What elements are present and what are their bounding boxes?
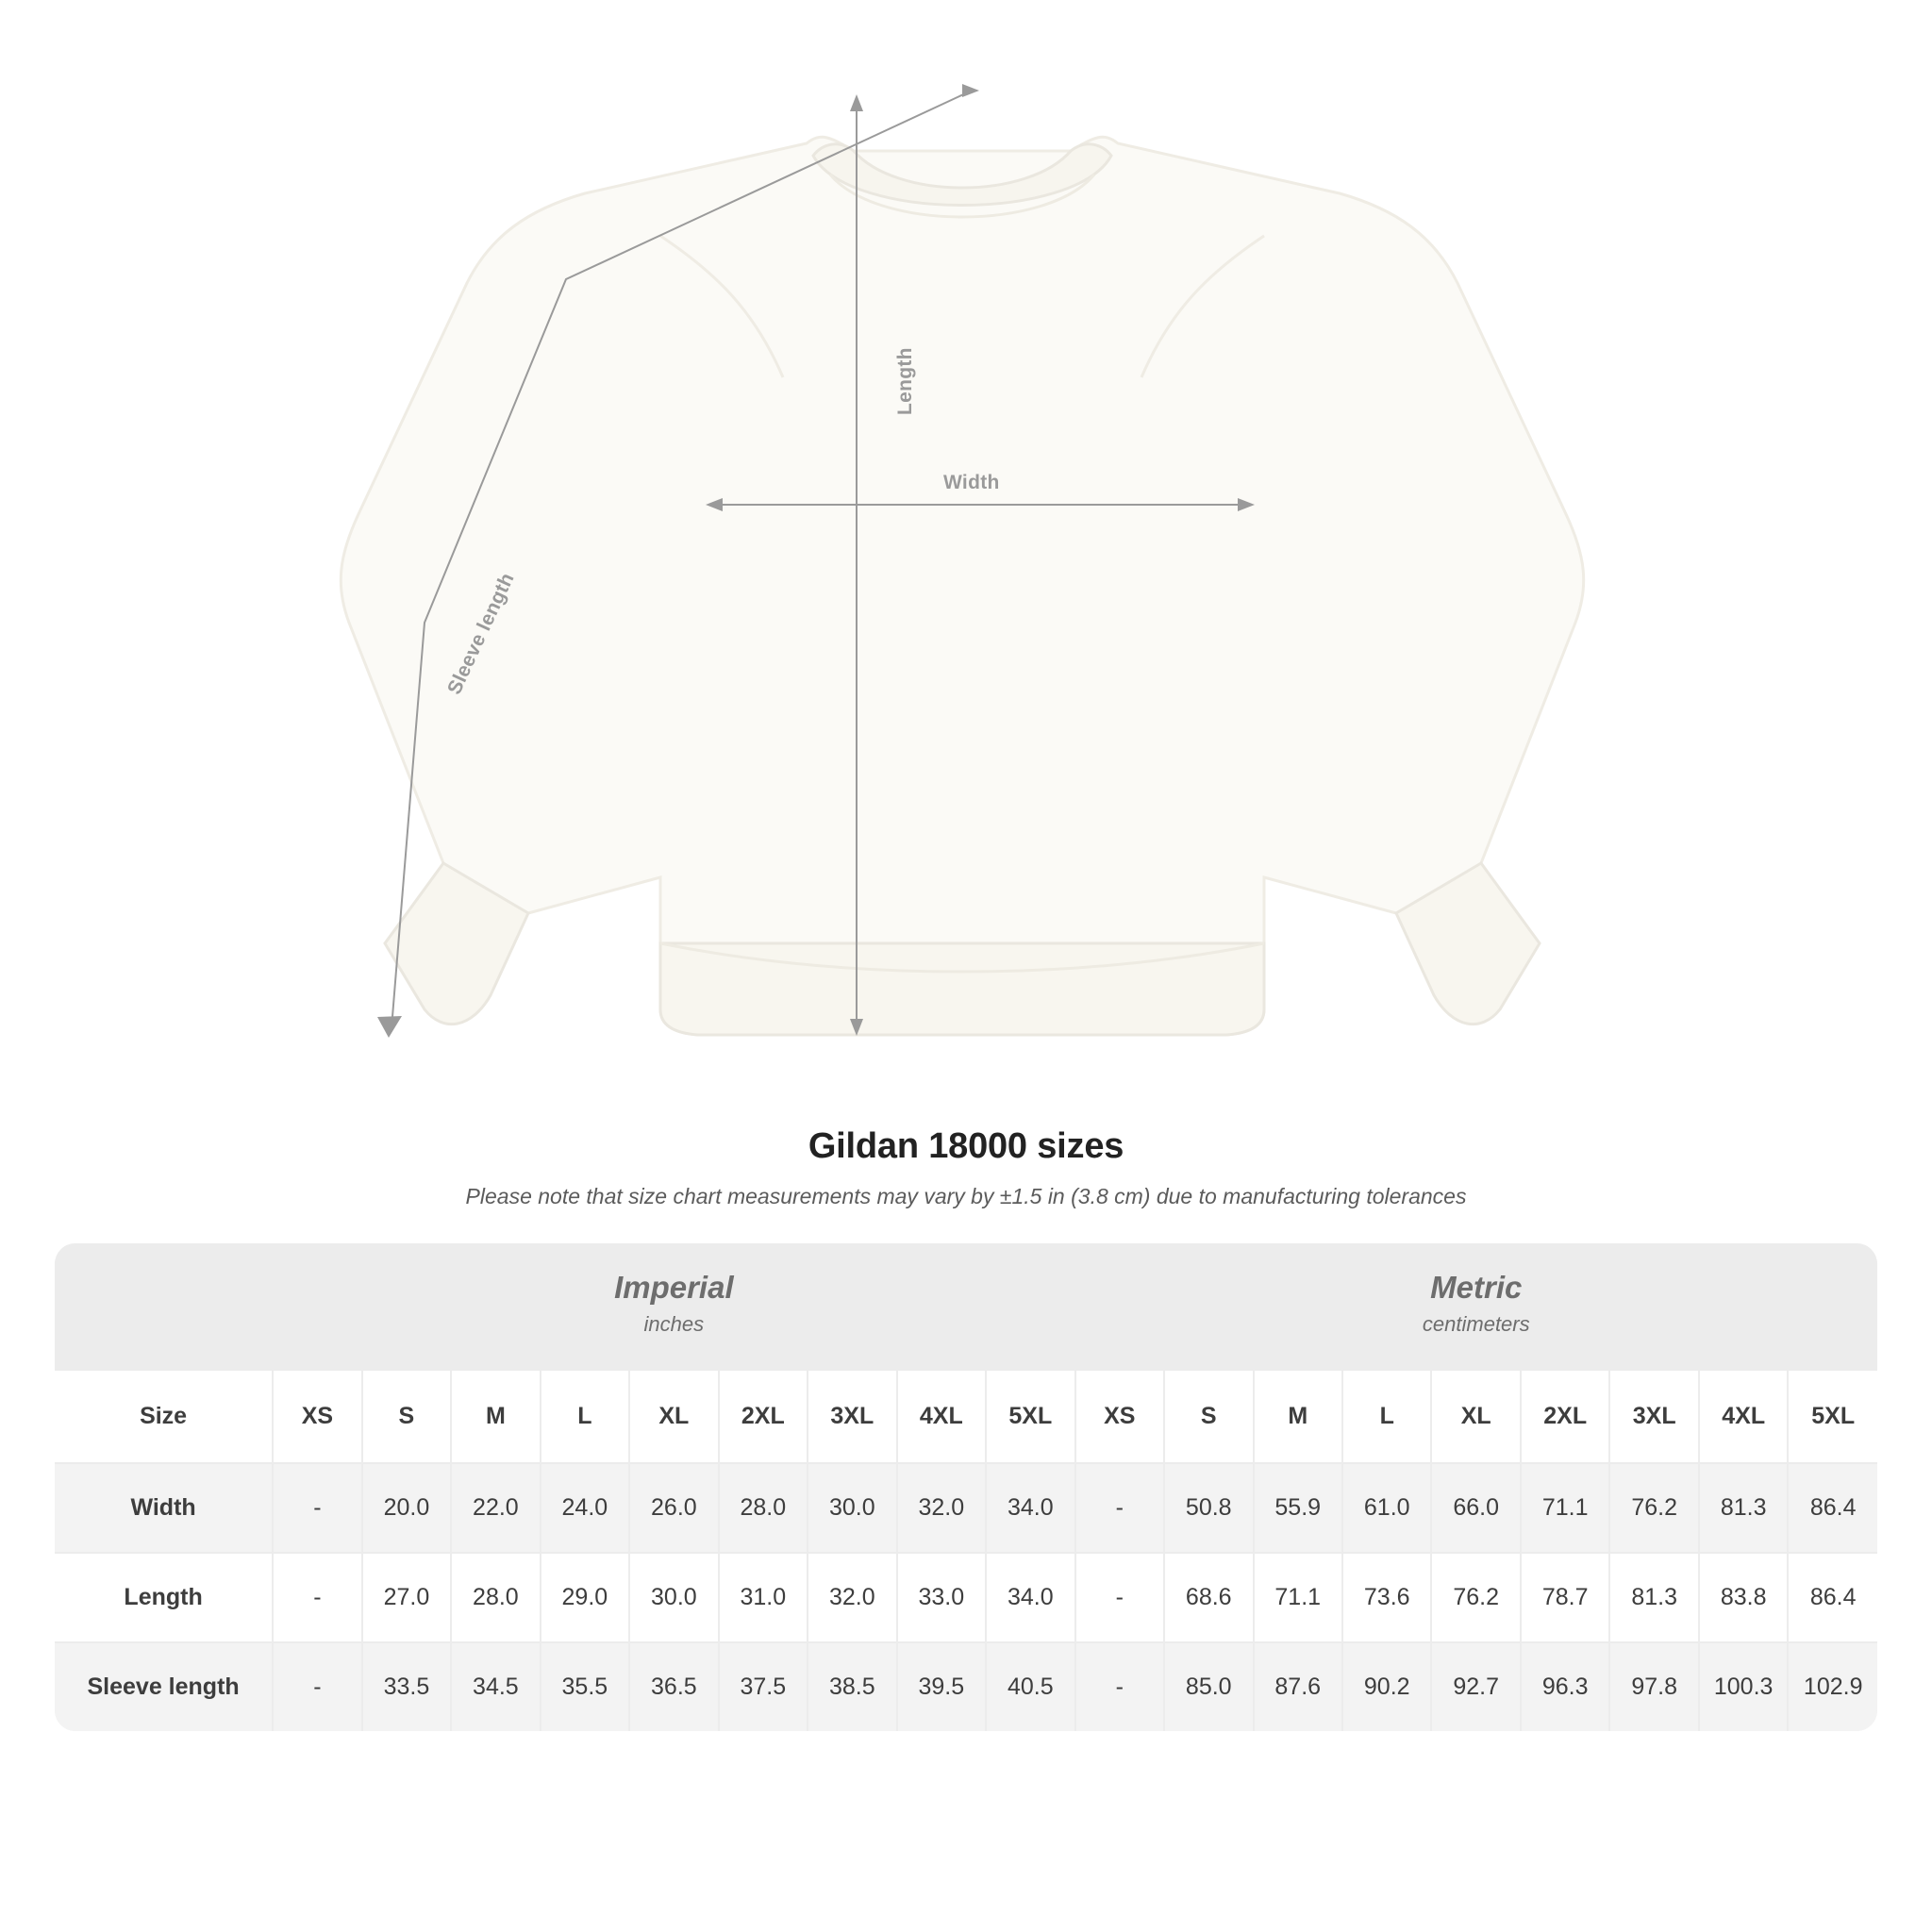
cell-sleeve-metric-3xl: 97.8 [1609,1642,1698,1731]
sweatshirt-shape [341,137,1583,1035]
cell-length-metric-xs: - [1075,1553,1164,1642]
size-col-imperial-l: L [541,1371,629,1463]
cell-length-metric-4xl: 83.8 [1699,1553,1788,1642]
size-col-metric-5xl: 5XL [1788,1371,1877,1463]
cell-width-imperial-xl: 26.0 [629,1463,718,1553]
size-col-metric-l: L [1342,1371,1431,1463]
size-col-imperial-xl: XL [629,1371,718,1463]
cell-sleeve-imperial-4xl: 39.5 [897,1642,986,1731]
cell-width-imperial-2xl: 28.0 [719,1463,808,1553]
cell-width-metric-2xl: 71.1 [1521,1463,1609,1553]
size-col-metric-xs: XS [1075,1371,1164,1463]
cell-length-imperial-3xl: 32.0 [808,1553,896,1642]
cell-length-metric-l: 73.6 [1342,1553,1431,1642]
heading-block [0,1126,1932,1209]
length-label: Length [894,347,916,415]
cell-width-metric-xl: 66.0 [1431,1463,1520,1553]
size-col-metric-m: M [1254,1371,1342,1463]
cell-length-imperial-l: 29.0 [541,1553,629,1642]
size-col-metric-3xl: 3XL [1609,1371,1698,1463]
cell-length-imperial-s: 27.0 [362,1553,451,1642]
row-label-length: Length [55,1553,273,1642]
cell-sleeve-metric-l: 90.2 [1342,1642,1431,1731]
unit-imperial-name: Imperial [614,1270,734,1305]
size-col-imperial-4xl: 4XL [897,1371,986,1463]
cell-length-metric-m: 71.1 [1254,1553,1342,1642]
cell-length-imperial-xl: 30.0 [629,1553,718,1642]
cell-sleeve-imperial-xs: - [273,1642,361,1731]
size-header-cell: Size [55,1371,273,1463]
unit-metric-name: Metric [1430,1270,1523,1305]
size-table-wrapper [55,1243,1877,1731]
cell-width-imperial-5xl: 34.0 [986,1463,1074,1553]
unit-metric-sub: centimeters [1422,1312,1530,1337]
unit-imperial-sub: inches [643,1312,705,1337]
unit-metric [1075,1243,1877,1371]
cell-sleeve-metric-xs: - [1075,1642,1164,1731]
unit-imperial [273,1243,1074,1371]
table-row [55,1463,1877,1553]
cell-width-imperial-4xl: 32.0 [897,1463,986,1553]
cell-sleeve-imperial-xl: 36.5 [629,1642,718,1731]
cell-sleeve-metric-s: 85.0 [1164,1642,1253,1731]
unit-header-row [55,1243,1877,1371]
table-row [55,1553,1877,1642]
cell-width-metric-l: 61.0 [1342,1463,1431,1553]
cell-width-metric-s: 50.8 [1164,1463,1253,1553]
cell-length-imperial-5xl: 34.0 [986,1553,1074,1642]
size-col-imperial-5xl: 5XL [986,1371,1074,1463]
cell-width-metric-m: 55.9 [1254,1463,1342,1553]
unit-header-spacer [55,1243,273,1371]
cell-width-metric-4xl: 81.3 [1699,1463,1788,1553]
cell-length-imperial-xs: - [273,1553,361,1642]
page-title: Gildan 18000 sizes [808,1126,1124,1166]
cell-length-metric-3xl: 81.3 [1609,1553,1698,1642]
cell-width-imperial-3xl: 30.0 [808,1463,896,1553]
size-col-metric-xl: XL [1431,1371,1520,1463]
sleeve-length-label: Sleeve length [443,569,519,698]
tolerance-note: Please note that size chart measurements may vary by ±1.5 in (3.8 cm) due to manufacturing tolerances [465,1184,1467,1208]
size-col-imperial-3xl: 3XL [808,1371,896,1463]
cell-sleeve-imperial-m: 34.5 [451,1642,540,1731]
cell-width-metric-xs: - [1075,1463,1164,1553]
size-header-row [55,1371,1877,1463]
size-col-metric-2xl: 2XL [1521,1371,1609,1463]
cell-sleeve-imperial-5xl: 40.5 [986,1642,1074,1731]
cell-sleeve-metric-5xl: 102.9 [1788,1642,1877,1731]
size-col-imperial-xs: XS [273,1371,361,1463]
cell-sleeve-imperial-2xl: 37.5 [719,1642,808,1731]
cell-length-metric-s: 68.6 [1164,1553,1253,1642]
cell-sleeve-imperial-3xl: 38.5 [808,1642,896,1731]
cell-width-metric-5xl: 86.4 [1788,1463,1877,1553]
table-row [55,1642,1877,1731]
cell-sleeve-metric-xl: 92.7 [1431,1642,1520,1731]
size-col-metric-4xl: 4XL [1699,1371,1788,1463]
size-col-imperial-2xl: 2XL [719,1371,808,1463]
cell-sleeve-imperial-s: 33.5 [362,1642,451,1731]
size-col-imperial-m: M [451,1371,540,1463]
cell-length-metric-xl: 76.2 [1431,1553,1520,1642]
cell-width-imperial-m: 22.0 [451,1463,540,1553]
size-table [55,1243,1877,1731]
cell-width-imperial-l: 24.0 [541,1463,629,1553]
cell-sleeve-metric-m: 87.6 [1254,1642,1342,1731]
width-label: Width [943,472,1000,493]
row-label-sleeve-length: Sleeve length [55,1642,273,1731]
cell-sleeve-imperial-l: 35.5 [541,1642,629,1731]
size-col-metric-s: S [1164,1371,1253,1463]
cell-length-imperial-m: 28.0 [451,1553,540,1642]
cell-length-metric-5xl: 86.4 [1788,1553,1877,1642]
cell-length-metric-2xl: 78.7 [1521,1553,1609,1642]
cell-length-imperial-2xl: 31.0 [719,1553,808,1642]
row-label-width: Width [55,1463,273,1553]
cell-sleeve-metric-4xl: 100.3 [1699,1642,1788,1731]
size-col-imperial-s: S [362,1371,451,1463]
cell-width-imperial-s: 20.0 [362,1463,451,1553]
cell-sleeve-metric-2xl: 96.3 [1521,1642,1609,1731]
cell-width-imperial-xs: - [273,1463,361,1553]
cell-length-imperial-4xl: 33.0 [897,1553,986,1642]
cell-width-metric-3xl: 76.2 [1609,1463,1698,1553]
